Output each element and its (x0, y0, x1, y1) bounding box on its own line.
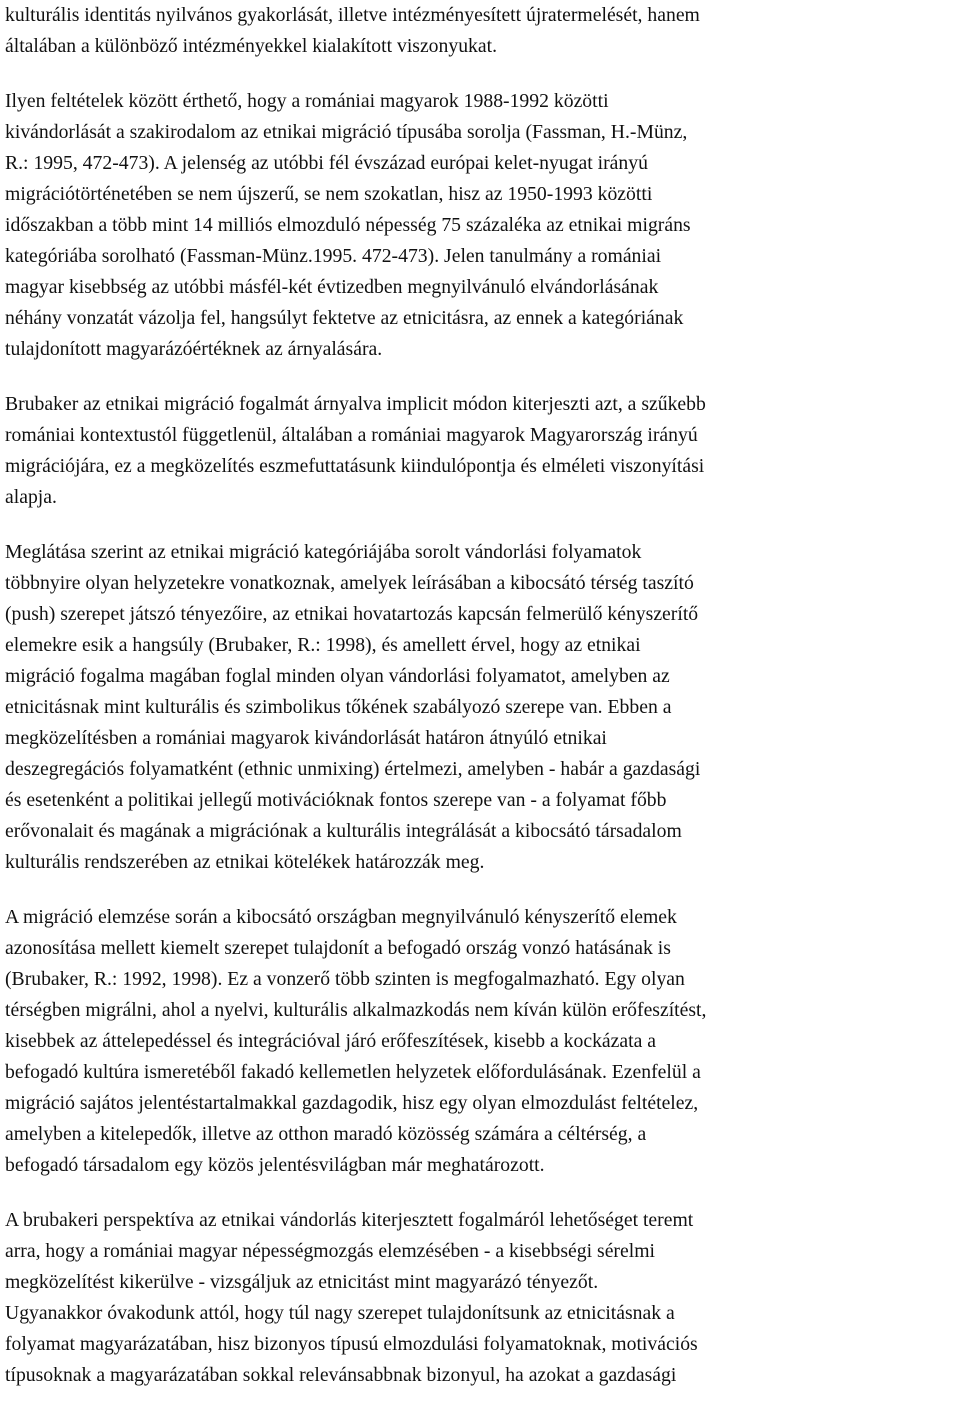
text-line: kategóriába sorolható (Fassman-Münz.1995. 472-473). Jelen tanulmány a romániai (5, 245, 662, 267)
paragraph-spacer (5, 365, 953, 389)
paragraph-5 (5, 902, 953, 1181)
text-line: Ilyen feltételek között érthető, hogy a romániai magyarok 1988-1992 közötti (5, 90, 609, 112)
text-line: folyamat magyarázatában, hisz bizonyos típusú elmozdulási folyamatoknak, motivációs (5, 1333, 698, 1355)
text-line: etnicitásnak mint kulturális és szimbolikus tőkének szabályozó szerepe van. Ebben a (5, 696, 672, 718)
paragraph-spacer (5, 62, 953, 86)
text-line: (push) szerepet játszó tényezőire, az etnikai hovatartozás kapcsán felmerülő kényszerítő (5, 603, 699, 625)
text-line: néhány vonzatát vázolja fel, hangsúlyt fektetve az etnicitásra, az ennek a kategóriának (5, 307, 684, 329)
text-line: kivándorlását a szakirodalom az etnikai migráció típusába sorolja (Fassman, H.-Münz, (5, 121, 688, 143)
text-line: megközelítést kikerülve - vizsgáljuk az etnicitást mint magyarázó tényezőt. (5, 1271, 599, 1293)
text-line: befogadó kultúra ismeretéből fakadó kellemetlen helyzetek előfordulásának. Ezenfelül a (5, 1061, 701, 1083)
paragraph-spacer (5, 878, 953, 902)
text-line: A migráció elemzése során a kibocsátó országban megnyilvánuló kényszerítő elemek (5, 906, 677, 928)
text-line: tulajdonított magyarázóértéknek az árnyalására. (5, 338, 383, 360)
text-line: erővonalait és magának a migrációnak a kulturális integrálását a kibocsátó társadalom (5, 820, 682, 842)
text-line: Brubaker az etnikai migráció fogalmát árnyalva implicit módon kiterjeszti azt, a szűkebb (5, 393, 706, 415)
text-line: azonosítása mellett kiemelt szerepet tulajdonít a befogadó ország vonzó hatásának is (5, 937, 671, 959)
text-line: többnyire olyan helyzetekre vonatkoznak, amelyek leírásában a kibocsátó térség taszító (5, 572, 694, 594)
text-line: általában a különböző intézményekkel kialakított viszonyukat. (5, 35, 498, 57)
text-line: időszakban a több mint 14 milliós elmozduló népesség 75 százaléka az etnikai migráns (5, 214, 691, 236)
paragraph-spacer (5, 1181, 953, 1205)
text-line: kulturális identitás nyilvános gyakorlását, illetve intézményesített újratermelését, hanem (5, 4, 700, 26)
text-line: R.: 1995, 472-473). A jelenség az utóbbi fél évszázad európai kelet-nyugat irányú (5, 152, 648, 174)
document-page (5, 0, 953, 1391)
text-line: migrációjára, ez a megközelítés eszmefuttatásunk kiindulópontja és elméleti viszonyítási (5, 455, 705, 477)
text-line: térségben migrálni, ahol a nyelvi, kulturális alkalmazkodás nem kíván külön erőfeszítést, (5, 999, 707, 1021)
text-line: és esetenként a politikai jellegű motivációknak fontos szerepe van - a folyamat főbb (5, 789, 667, 811)
text-line: migráció fogalma magában foglal minden olyan vándorlási folyamatot, amelyben az (5, 665, 670, 687)
text-line: arra, hogy a romániai magyar népességmozgás elemzésében - a kisebbségi sérelmi (5, 1240, 655, 1262)
paragraph-spacer (5, 513, 953, 537)
paragraph-6 (5, 1205, 953, 1391)
text-line: A brubakeri perspektíva az etnikai vándorlás kiterjesztett fogalmáról lehetőséget teremt (5, 1209, 694, 1231)
text-line: Meglátása szerint az etnikai migráció kategóriájába sorolt vándorlási folyamatok (5, 541, 642, 563)
text-line: migráció sajátos jelentéstartalmakkal gazdagodik, hisz egy olyan elmozdulást feltételez, (5, 1092, 699, 1114)
text-line: migrációtörténetében se nem újszerű, se nem szokatlan, hisz az 1950-1993 közötti (5, 183, 653, 205)
text-line: kulturális rendszerében az etnikai kötelékek határozzák meg. (5, 851, 485, 873)
text-line: alapja. (5, 486, 57, 508)
text-line: magyar kisebbség az utóbbi másfél-két évtizedben megnyilvánuló elvándorlásának (5, 276, 659, 298)
text-line: kisebbek az áttelepedéssel és integrációval járó erőfeszítések, kisebb a kockázata a (5, 1030, 657, 1052)
text-line: deszegregációs folyamatként (ethnic unmixing) értelmezi, amelyben - habár a gazdasági (5, 758, 701, 780)
text-line: (Brubaker, R.: 1992, 1998). Ez a vonzerő több szinten is megfogalmazható. Egy olyan (5, 968, 685, 990)
text-line: Ugyanakkor óvakodunk attól, hogy túl nagy szerepet tulajdonítsunk az etnicitásnak a (5, 1302, 675, 1324)
text-line: elemekre esik a hangsúly (Brubaker, R.: 1998), és amellett érvel, hogy az etnikai (5, 634, 641, 656)
paragraph-4 (5, 537, 953, 878)
text-line: romániai kontextustól függetlenül, általában a romániai magyarok Magyarország irányú (5, 424, 698, 446)
paragraph-1 (5, 0, 953, 62)
text-line: amelyben a kitelepedők, illetve az otthon maradó közösség számára a céltérség, a (5, 1123, 647, 1145)
text-line: megközelítésben a romániai magyarok kivándorlását határon átnyúló etnikai (5, 727, 607, 749)
paragraph-2 (5, 86, 953, 365)
text-line: befogadó társadalom egy közös jelentésvilágban már meghatározott. (5, 1154, 545, 1176)
paragraph-3 (5, 389, 953, 513)
text-line: típusoknak a magyarázatában sokkal relevánsabbnak bizonyul, ha azokat a gazdasági (5, 1364, 677, 1386)
